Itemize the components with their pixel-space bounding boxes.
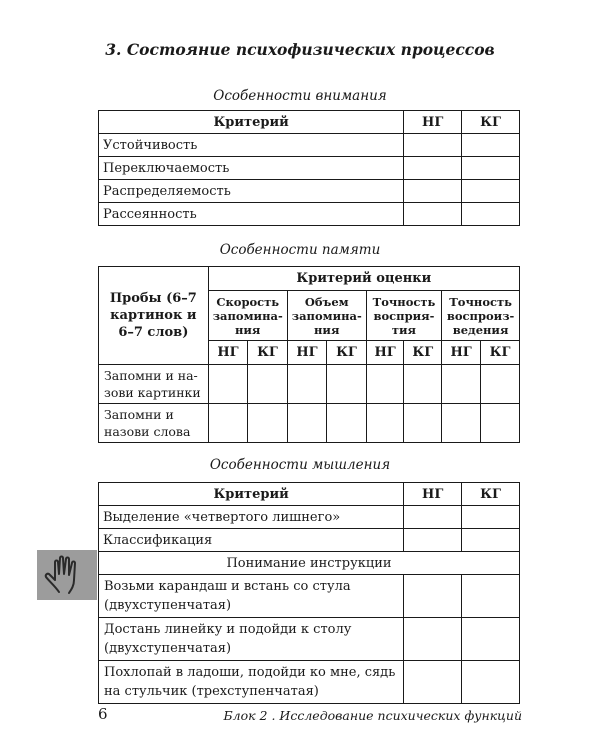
memory-table	[98, 266, 520, 443]
header-volume: Объем запомина-ния	[287, 291, 366, 341]
header-ng: НГ	[404, 483, 462, 506]
attention-table	[98, 110, 520, 226]
table-row	[99, 157, 520, 180]
table-row	[99, 365, 520, 404]
cell	[462, 618, 520, 661]
header-criterion: Критерий	[99, 483, 404, 506]
table-header-row	[99, 111, 520, 134]
row-label: Выделение «четвертого лишнего»	[99, 506, 404, 529]
cell	[481, 365, 520, 404]
table-header-row	[99, 267, 520, 291]
table-row	[99, 618, 520, 661]
page-number: 6	[98, 705, 108, 723]
cell	[481, 404, 520, 443]
table-row	[99, 575, 520, 618]
row-label: Достань линейку и подойди к столу (двухступенчатая)	[99, 618, 404, 661]
cell	[442, 404, 481, 443]
row-label: Классификация	[99, 529, 404, 552]
cell	[287, 365, 327, 404]
table-row	[99, 529, 520, 552]
table-row	[99, 404, 520, 443]
header-ng: НГ	[404, 111, 462, 134]
cell	[462, 203, 520, 226]
header-speed: Скорость запомина-ния	[208, 291, 287, 341]
cell	[248, 404, 288, 443]
cell	[404, 365, 442, 404]
header-ng: НГ	[366, 341, 404, 365]
attention-caption: Особенности внимания	[213, 88, 387, 104]
row-label: Устойчивость	[99, 134, 404, 157]
cell	[327, 365, 367, 404]
cell	[462, 180, 520, 203]
cell	[462, 529, 520, 552]
cell	[442, 365, 481, 404]
table-subsection-row	[99, 552, 520, 575]
row-label: Похлопай в ладоши, подойди ко мне, сядь на стульчик (трехступенчатая)	[99, 661, 404, 704]
header-ng: НГ	[442, 341, 481, 365]
section-title: 3. Состояние психофизических процессов	[105, 40, 495, 59]
header-kg: КГ	[462, 111, 520, 134]
row-label: Запомни и назови слова	[99, 404, 209, 443]
cell	[404, 661, 462, 704]
cell	[248, 365, 288, 404]
header-probes: Пробы (6–7 картинок и 6–7 слов)	[99, 267, 209, 365]
row-label: Запомни и на-зови картинки	[99, 365, 209, 404]
cell	[366, 365, 404, 404]
cell	[404, 134, 462, 157]
header-reproduction: Точность воспроиз-ведения	[442, 291, 520, 341]
cell	[404, 180, 462, 203]
header-kg: КГ	[327, 341, 367, 365]
header-perception: Точность восприя-тия	[366, 291, 441, 341]
table-row	[99, 134, 520, 157]
header-criteria: Критерий оценки	[208, 267, 519, 291]
thinking-caption: Особенности мышления	[209, 457, 391, 473]
row-label: Переключаемость	[99, 157, 404, 180]
header-kg: КГ	[248, 341, 288, 365]
header-ng: НГ	[208, 341, 248, 365]
row-label: Рассеянность	[99, 203, 404, 226]
cell	[404, 575, 462, 618]
cell	[404, 506, 462, 529]
cell	[404, 157, 462, 180]
header-kg: КГ	[481, 341, 520, 365]
cell	[404, 404, 442, 443]
table-row	[99, 661, 520, 704]
cell	[327, 404, 367, 443]
hand-icon	[37, 550, 97, 600]
row-label: Возьми карандаш и встань со стула (двухступенчатая)	[99, 575, 404, 618]
cell	[404, 618, 462, 661]
cell	[404, 529, 462, 552]
cell	[366, 404, 404, 443]
thinking-table	[98, 482, 520, 704]
memory-caption: Особенности памяти	[219, 242, 381, 258]
cell	[404, 203, 462, 226]
cell	[462, 661, 520, 704]
cell	[462, 157, 520, 180]
running-title: Блок 2 . Исследование психических функций	[223, 708, 522, 723]
table-header-row	[99, 483, 520, 506]
cell	[462, 575, 520, 618]
cell	[462, 506, 520, 529]
header-kg: КГ	[462, 483, 520, 506]
cell	[462, 134, 520, 157]
header-kg: КГ	[404, 341, 442, 365]
table-row	[99, 203, 520, 226]
cell	[208, 365, 248, 404]
hand-marker	[37, 550, 97, 600]
header-ng: НГ	[287, 341, 327, 365]
table-row	[99, 506, 520, 529]
cell	[287, 404, 327, 443]
cell	[208, 404, 248, 443]
header-criterion: Критерий	[99, 111, 404, 134]
table-row	[99, 180, 520, 203]
subsection-label: Понимание инструкции	[99, 552, 520, 575]
row-label: Распределяемость	[99, 180, 404, 203]
